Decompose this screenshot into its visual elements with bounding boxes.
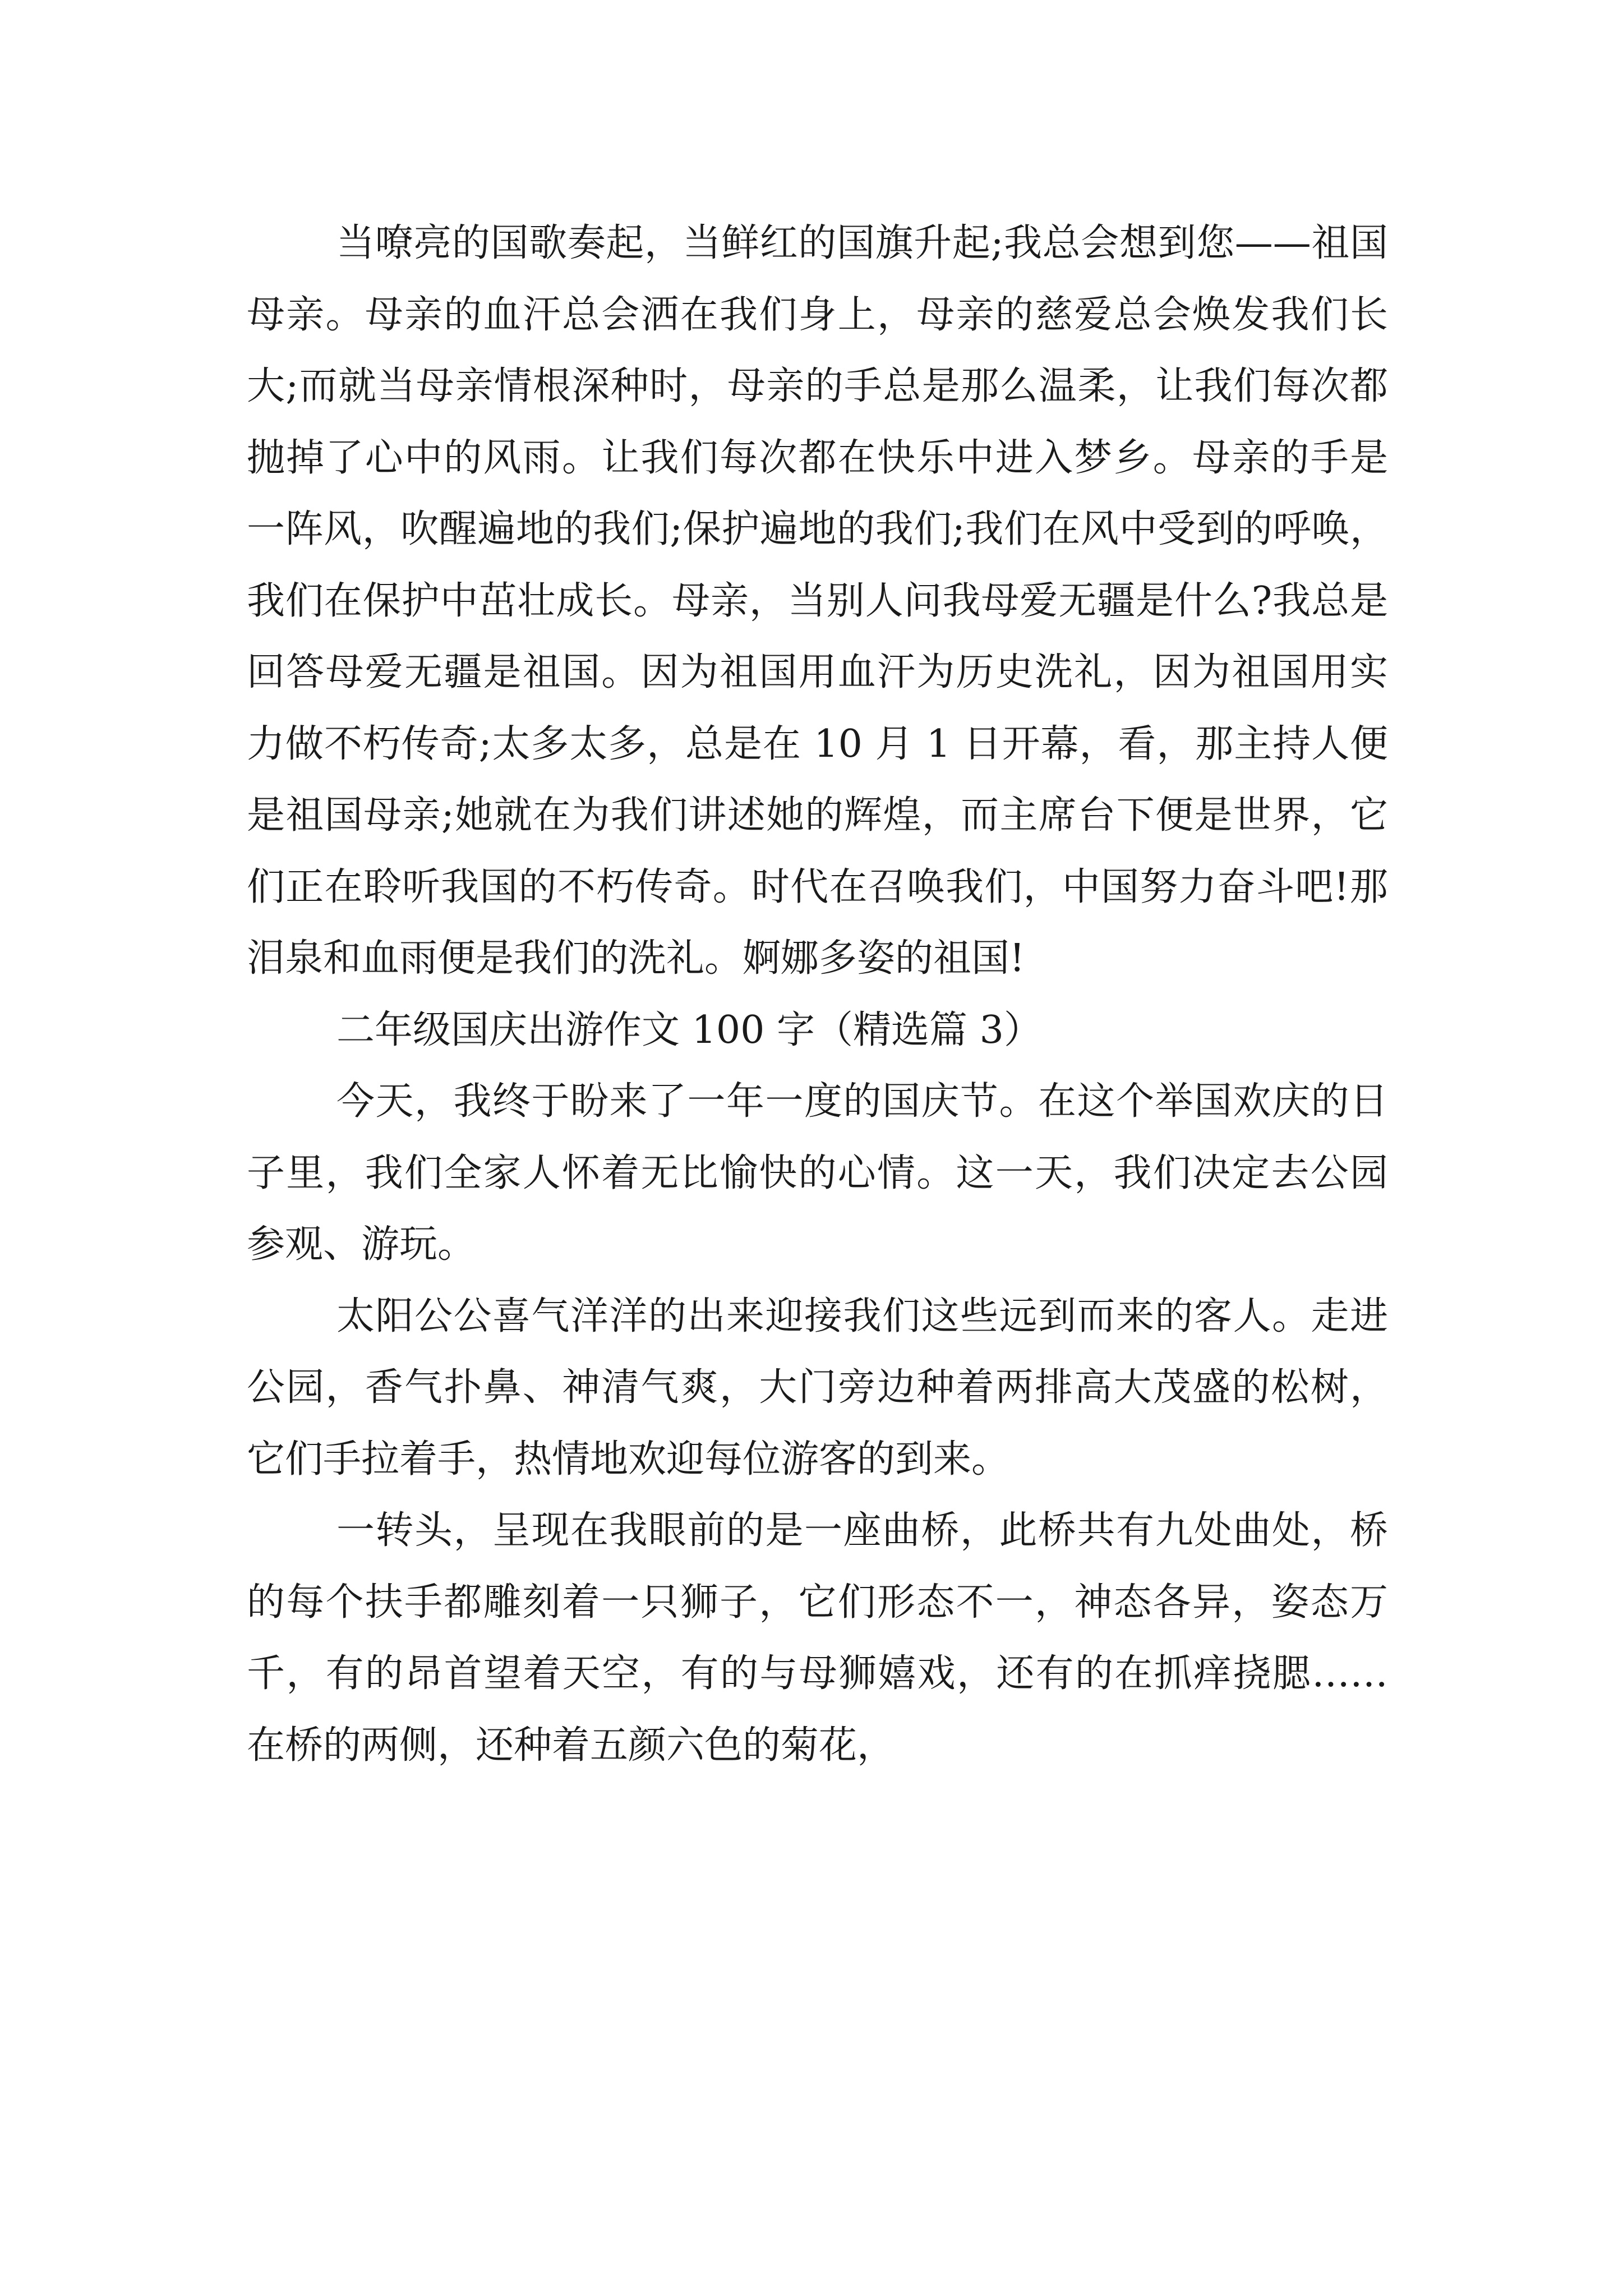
body-text [247,208,1388,1781]
paragraph-motherland: 当嘹亮的国歌奏起，当鲜红的国旗升起;我总会想到您——祖国母亲。母亲的血汗总会洒在我们身上，母亲的慈爱总会焕发我们长大;而就当母亲情根深种时，母亲的手总是那么温柔，让我们每次都抛掉了心中的风雨。让我们每次都在快乐中进入梦乡。母亲的手是一阵风，吹醒遍地的我们;保护遍地的我们;我们在风中受到的呼唤，我们在保护中茁壮成长。母亲，当别人问我母爱无疆是什么?我总是回答母爱无疆是祖国。因为祖国用血汗为历史洗礼，因为祖国用实力做不朽传奇;太多太多，总是在 10 月 1 日开幕，看，那主持人便是祖国母亲;她就在为我们讲述她的辉煌，而主席台下便是世界，它们正在聆听我国的不朽传奇。时代在召唤我们，中国努力奋斗吧!那泪泉和血雨便是我们的洗礼。婀娜多姿的祖国! [247,221,1388,981]
paragraph-bridge: 一转头，呈现在我眼前的是一座曲桥，此桥共有九处曲处，桥的每个扶手都雕刻着一只狮子，它们形态不一，神态各异，姿态万千，有的昂首望着天空，有的与母狮嬉戏，还有的在抓痒挠腮……在桥的两侧，还种着五颜六色的菊花， [247,1508,1388,1768]
paragraph-park-entrance: 太阳公公喜气洋洋的出来迎接我们这些远到而来的客人。走进公园，香气扑鼻、神清气爽，大门旁边种着两排高大茂盛的松树，它们手拉着手，热情地欢迎每位游客的到来。 [247,1294,1388,1481]
section-heading: 二年级国庆出游作文 100 字（精选篇 3） [336,1007,1042,1052]
paragraph-national-day: 今天，我终于盼来了一年一度的国庆节。在这个举国欢庆的日子里，我们全家人怀着无比愉快的心情。这一天，我们决定去公园参观、游玩。 [247,1079,1388,1267]
